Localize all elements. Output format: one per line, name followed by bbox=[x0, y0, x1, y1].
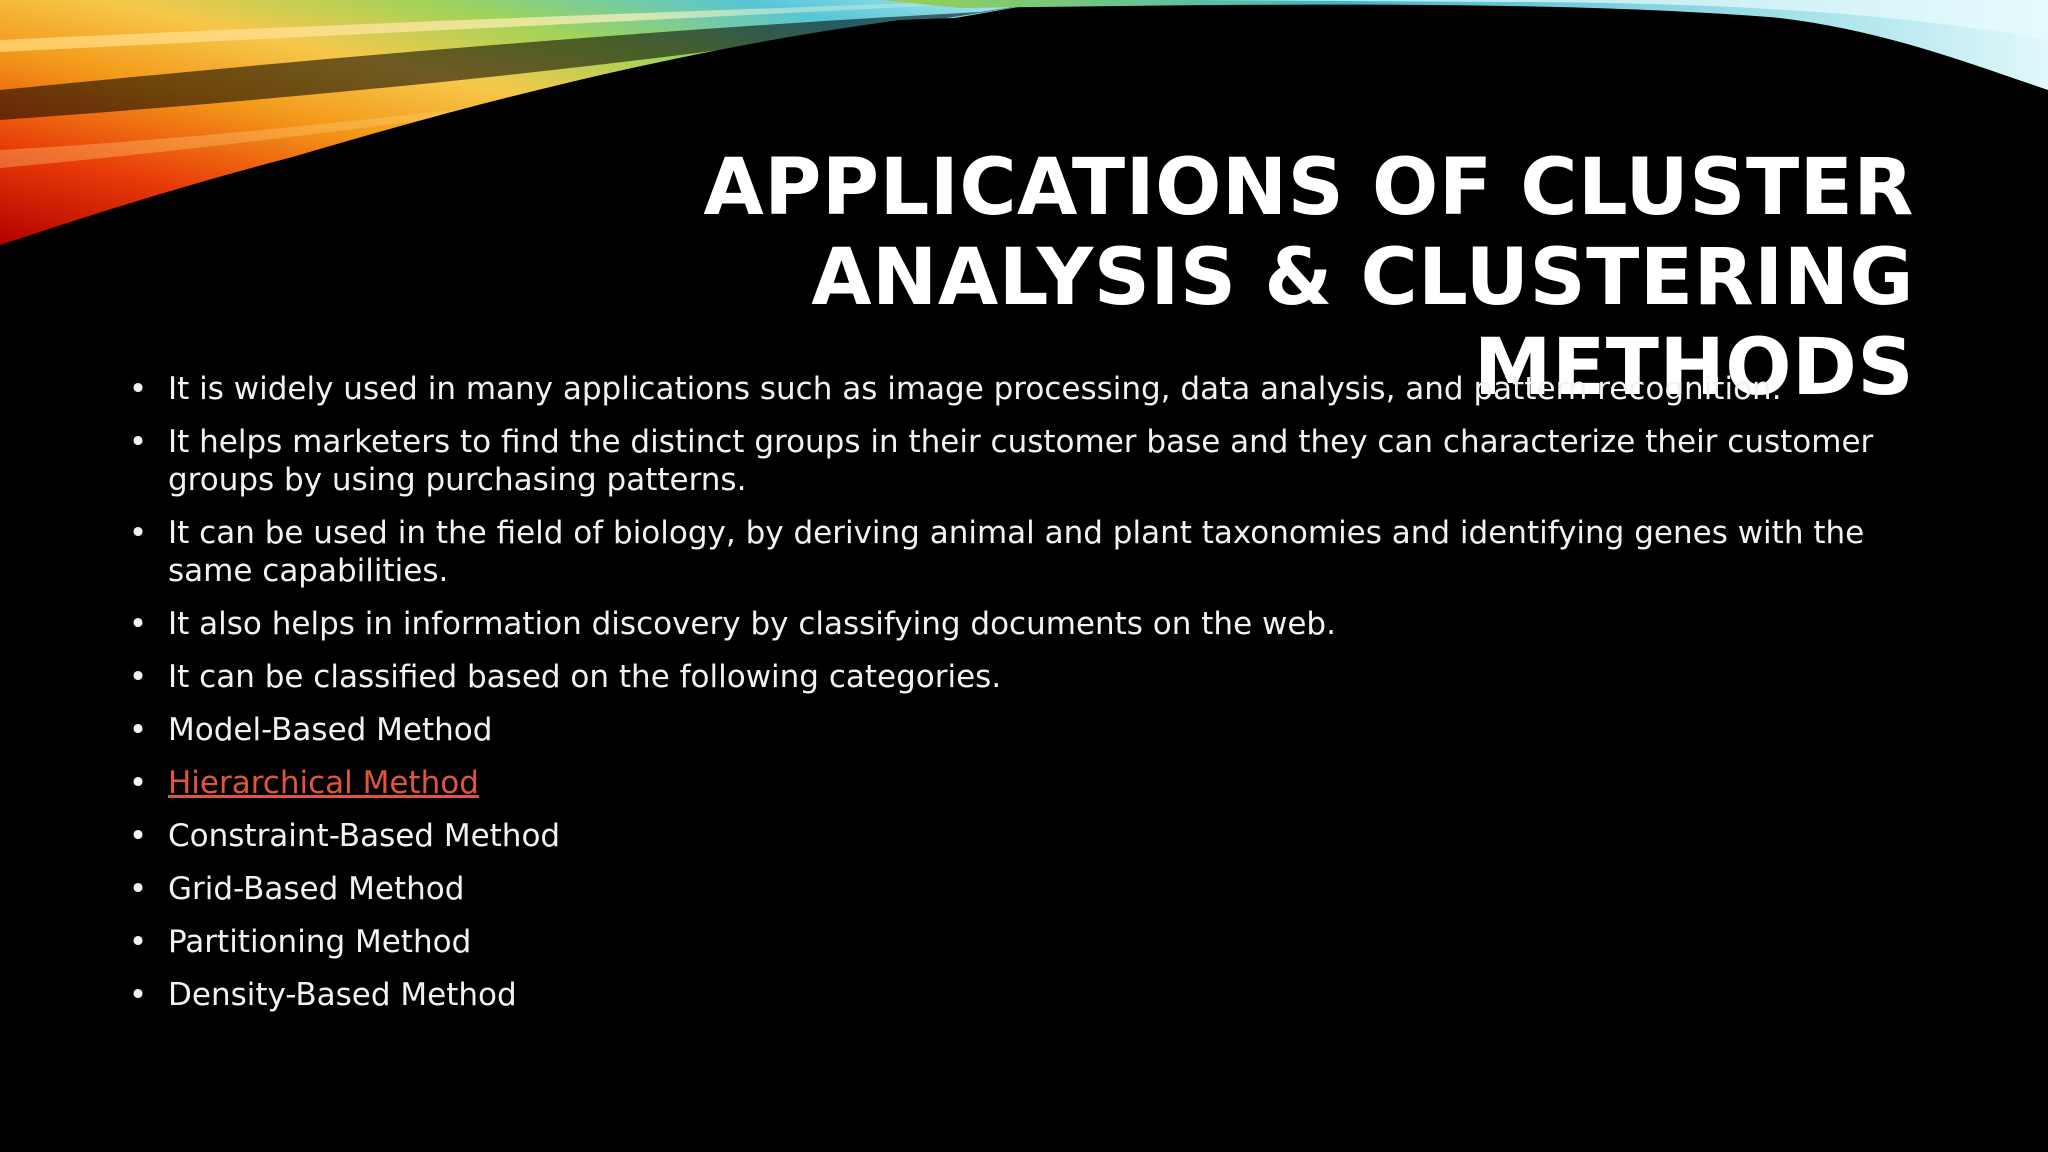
bullet-text: Constraint-Based Method bbox=[168, 818, 561, 854]
bullet-text: It is widely used in many applications such as image processing, data analysis, and pattern recognition. bbox=[168, 371, 1782, 407]
bullet-text: Model-Based Method bbox=[168, 712, 493, 748]
bullet-item bbox=[128, 658, 1918, 696]
bullet-dot-icon: • bbox=[128, 606, 148, 642]
bullet-dot-icon: • bbox=[128, 424, 148, 460]
bullet-item bbox=[128, 976, 1918, 1014]
bullet-item bbox=[128, 711, 1918, 749]
bullet-text: Density-Based Method bbox=[168, 977, 517, 1013]
bullet-dot-icon: • bbox=[128, 977, 148, 1013]
bullet-dot-icon: • bbox=[128, 371, 148, 407]
hierarchical-method-link[interactable]: Hierarchical Method bbox=[168, 765, 479, 801]
bullet-text: It also helps in information discovery by classifying documents on the web. bbox=[168, 606, 1336, 642]
bullet-text: It can be used in the field of biology, by deriving animal and plant taxonomies and identifying genes with the same capabilities. bbox=[168, 515, 1865, 589]
bullet-text: It can be classified based on the following categories. bbox=[168, 659, 1002, 695]
bullet-item bbox=[128, 514, 1918, 590]
bullet-item bbox=[128, 423, 1918, 499]
bullet-text: Partitioning Method bbox=[168, 924, 472, 960]
bullet-item bbox=[128, 605, 1918, 643]
bullet-text: It helps marketers to find the distinct groups in their customer base and they can characterize their customer groups by using purchasing patterns. bbox=[168, 424, 1874, 498]
bullet-dot-icon: • bbox=[128, 818, 148, 854]
slide-title-line-2: ANALYSIS & CLUSTERING METHODS bbox=[811, 233, 1914, 413]
bullet-item bbox=[128, 870, 1918, 908]
bullet-dot-icon: • bbox=[128, 515, 148, 551]
bullet-item bbox=[128, 370, 1918, 408]
bullet-dot-icon: • bbox=[128, 765, 148, 801]
bullet-item bbox=[128, 764, 1918, 802]
bullet-text: Grid-Based Method bbox=[168, 871, 465, 907]
bullet-dot-icon: • bbox=[128, 924, 148, 960]
bullet-item bbox=[128, 923, 1918, 961]
bullet-item bbox=[128, 817, 1918, 855]
bullet-dot-icon: • bbox=[128, 659, 148, 695]
bullet-dot-icon: • bbox=[128, 871, 148, 907]
bullet-dot-icon: • bbox=[128, 712, 148, 748]
slide-title-line-1: APPLICATIONS OF CLUSTER bbox=[703, 143, 1914, 233]
bullet-list bbox=[128, 370, 1918, 1029]
